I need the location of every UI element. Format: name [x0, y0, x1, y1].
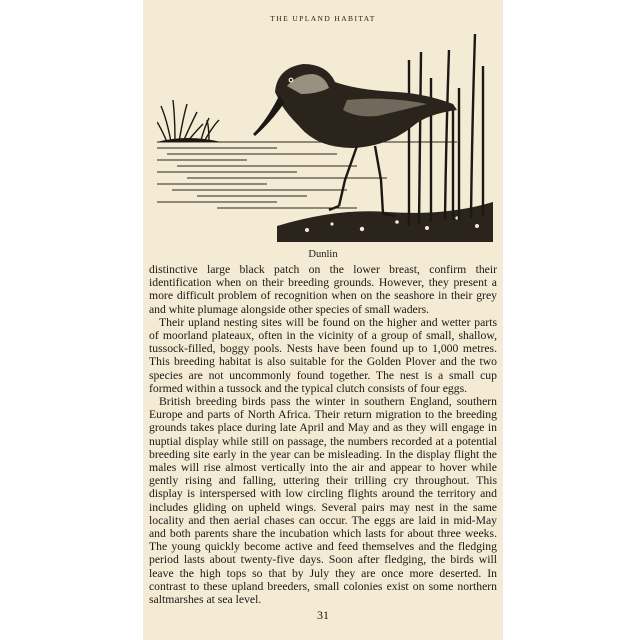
dunlin-illustration	[157, 30, 493, 242]
body-text	[149, 263, 497, 606]
paragraph: British breeding birds pass the winter in southern England, southern Europe and parts of North Africa. Their return migration to the breeding grounds takes place during late April and May and as they will engage in nuptial display while still on passage, the numbers recorded at a potential breeding site early in the year can be misleading. In the display flight the males will rise almost vertically into the air and appear to hover while gently rising and falling, uttering their trilling cry throughout. This display is interspersed with low circling flights around the territory and includes gliding on upheld wings. Several pairs may nest in the same locality and then aerial chases can occur. The eggs are laid in mid-May and both parents share the incubation which lasts for about three weeks. The young quickly become active and feed themselves and the fledging period lasts about twenty-five days. Soon after fledging, the birds will leave the high tops so that by July they are once more deserted. In contrast to these upland breeders, small colonies exist on some northern saltmarshes at sea level.	[149, 395, 497, 607]
book-page	[143, 0, 503, 640]
paragraph: Their upland nesting sites will be found on the higher and wetter parts of moorland plateaux, often in the vicinity of a group of small, shallow, tussock-filled, boggy pools. Nests have been found up to 1,000 metres. This breeding habitat is also suitable for the Golden Plover and the two species are not uncommonly found together. The nest is a small cup formed within a tussock and the typical clutch consists of four eggs.	[149, 315, 497, 395]
figure-caption: Dunlin	[308, 249, 338, 260]
page-number: 31	[317, 608, 329, 622]
running-head: THE UPLAND HABITAT	[270, 14, 376, 23]
paragraph: distinctive large black patch on the lower breast, confirm their identification when on their breeding grounds. However, they present a more difficult problem of recognition when on the seashore in their grey and white plumage alongside other species of small waders.	[149, 263, 497, 316]
